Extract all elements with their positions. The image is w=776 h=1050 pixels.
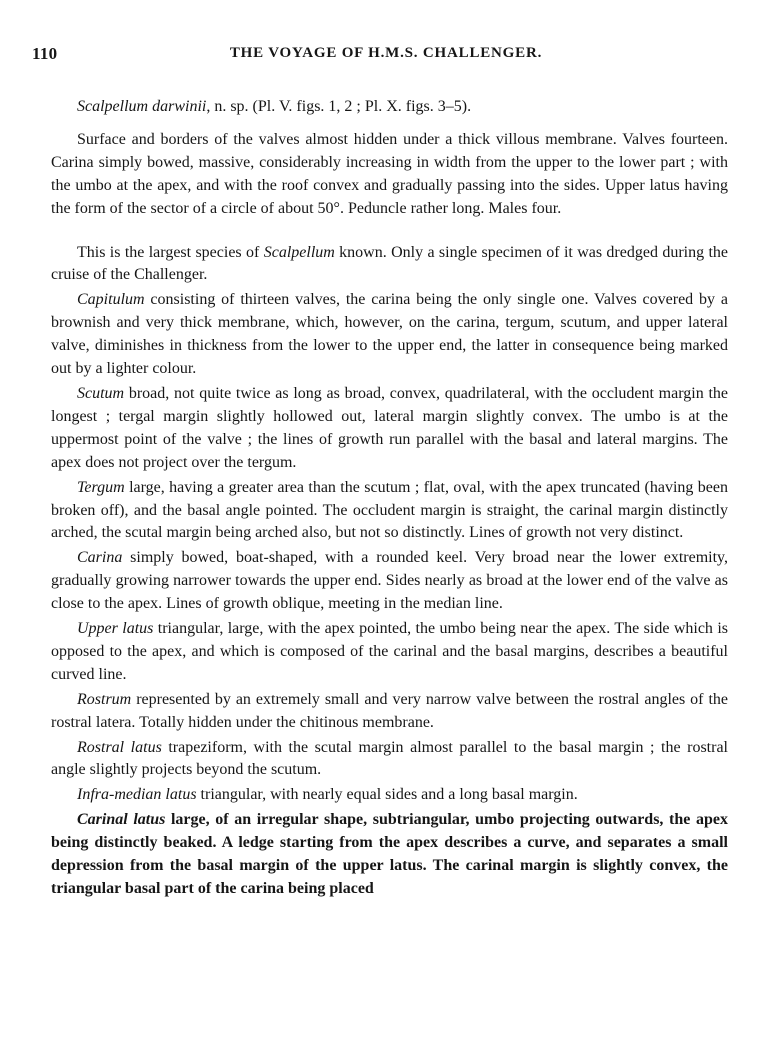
paragraph-tergum [51,477,728,546]
paragraph-rostral-latus [51,737,728,783]
term-carinal-latus: Carinal latus [77,811,166,829]
text-infra-median-latus: triangular, with nearly equal sides and a long basal margin. [196,786,578,804]
intro-before: This is the largest species of [77,243,264,261]
page-body [51,96,728,901]
paragraph-rostrum [51,689,728,735]
species-name: Scalpellum darwinii [77,98,207,115]
term-infra-median-latus: Infra-median latus [77,786,197,804]
paragraph-infra-median-latus [51,784,728,807]
term-capitulum: Capitulum [77,291,145,309]
term-upper-latus: Upper latus [77,620,154,638]
page-number: 110 [32,44,58,63]
page-header [32,44,740,68]
text-carina: simply bowed, boat-shaped, with a rounded keel. Very broad near the lower extremity, gradually growing narrower towards the upper end. Sides nearly as broad at the lower end of the valve as close to the apex. Lines of growth oblique, meeting in the median line. [51,549,728,613]
paragraph-capitulum [51,289,728,381]
running-title: THE VOYAGE OF H.M.S. CHALLENGER. [229,45,543,61]
term-rostrum: Rostrum [77,690,132,708]
intro-paragraph [51,242,728,288]
text-scutum: broad, not quite twice as long as broad, convex, quadrilateral, with the occludent margin the longest ; tergal margin slightly hollowed out, lateral margin slightly convex. The umbo is at the uppermost point of the valve ; the lines of growth run parallel with the basal and lateral margins. The apex does not project over the tergum. [51,384,728,471]
paragraph-upper-latus [51,618,728,687]
species-heading [51,96,728,119]
paragraph-carinal-latus [51,809,728,901]
diagnosis-paragraph: Surface and borders of the valves almost hidden under a thick villous membrane. Valves fourteen. Carina simply bowed, massive, considerably increasing in width from the upper to the lower part ; with the umbo at the apex, and with the roof convex and gradually passing into the sides. Upper latus having the form of the sector of a circle of about 50°. Peduncle rather long. Males four. [51,130,728,217]
intro-after: known. Only a single specimen of it was dredged during the cruise of the Challenger. [51,243,729,284]
term-carina: Carina [77,549,123,567]
text-carinal-latus: large, of an irregular shape, subtriangular, umbo projecting outwards, the apex being distinctly beaked. A ledge starting from the apex describes a curve, and separates a small depression from the basal margin of the upper latus. The carinal margin is slightly convex, the triangular basal part of the carina being placed [51,811,729,897]
text-rostral-latus: trapeziform, with the scutal margin almost parallel to the basal margin ; the rostral angle slightly projects beyond the scutum. [51,738,728,779]
term-tergum: Tergum [77,478,125,496]
paragraph-carina [51,547,728,616]
text-upper-latus: triangular, large, with the apex pointed, the umbo being near the apex. The side which is opposed to the apex, and which is composed of the carinal and the basal margins, describes a beautiful curved line. [51,620,728,683]
text-rostrum: represented by an extremely small and very narrow valve between the rostral angles of the rostral latera. Totally hidden under the chitinous membrane. [51,690,728,731]
term-scutum: Scutum [77,384,125,402]
text-tergum: large, having a greater area than the scutum ; flat, oval, with the apex truncated (having been broken off), and the basal angle pointed. The occludent margin is straight, the carinal margin distinctly arched, the scutal margin being arched also, but not so distinctly. Lines of growth not very distinct. [51,478,728,542]
paragraph-scutum [51,383,728,475]
intro-genus: Scalpellum [263,243,335,261]
text-capitulum: consisting of thirteen valves, the carina being the only single one. Valves covered by a brownish and very thick membrane, which, however, on the carina, tergum, scutum, and upper lateral valve, diminishes in thickness from the lower to the upper end, the latter in consequence being marked out by a lighter colour. [51,291,728,378]
term-rostral-latus: Rostral latus [77,738,162,756]
species-plate-refs: , n. sp. (Pl. V. figs. 1, 2 ; Pl. X. figs. 3–5). [206,98,472,115]
